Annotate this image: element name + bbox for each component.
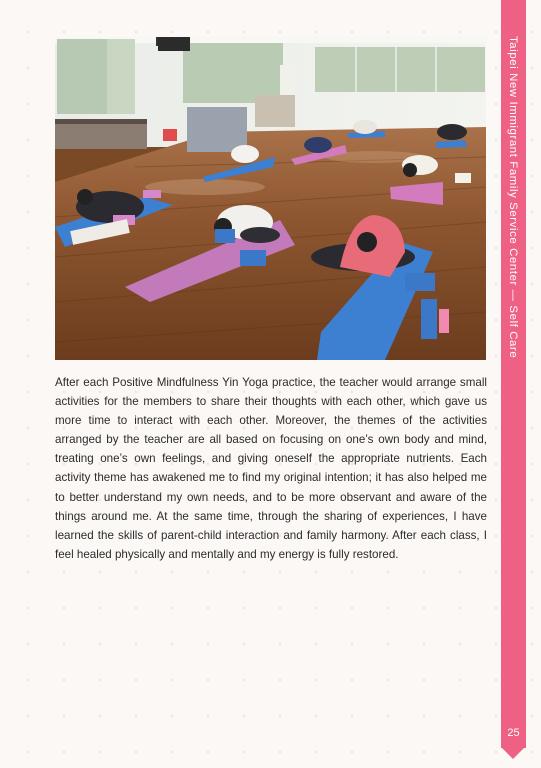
- yoga-class-photo: [55, 37, 486, 360]
- side-title: Taipei New Immigrant Family Service Center — Self Care: [507, 36, 519, 359]
- page-number: 25: [507, 727, 520, 739]
- side-tab-point: [501, 747, 525, 759]
- body-paragraph: After each Positive Mindfulness Yin Yoga practice, the teacher would arrange small activities for the members to share their thoughts with each other, which gave us more time to interact with each other. Moreover, the themes of the activities arranged by the teacher are all based on focusing on one’s own body and mind, treating one’s own feelings, and giving oneself the appropriate nutrients. Each activity theme has awakened me to find my original intention; it has also helped me to better understand my own needs, and to be more observant and aware of the things around me. At the same time, through the sharing of experiences, I have learned the skills of parent-child interaction and family harmony. After each class, I feel healed physically and mentally and my energy is fully restored.: [55, 376, 487, 561]
